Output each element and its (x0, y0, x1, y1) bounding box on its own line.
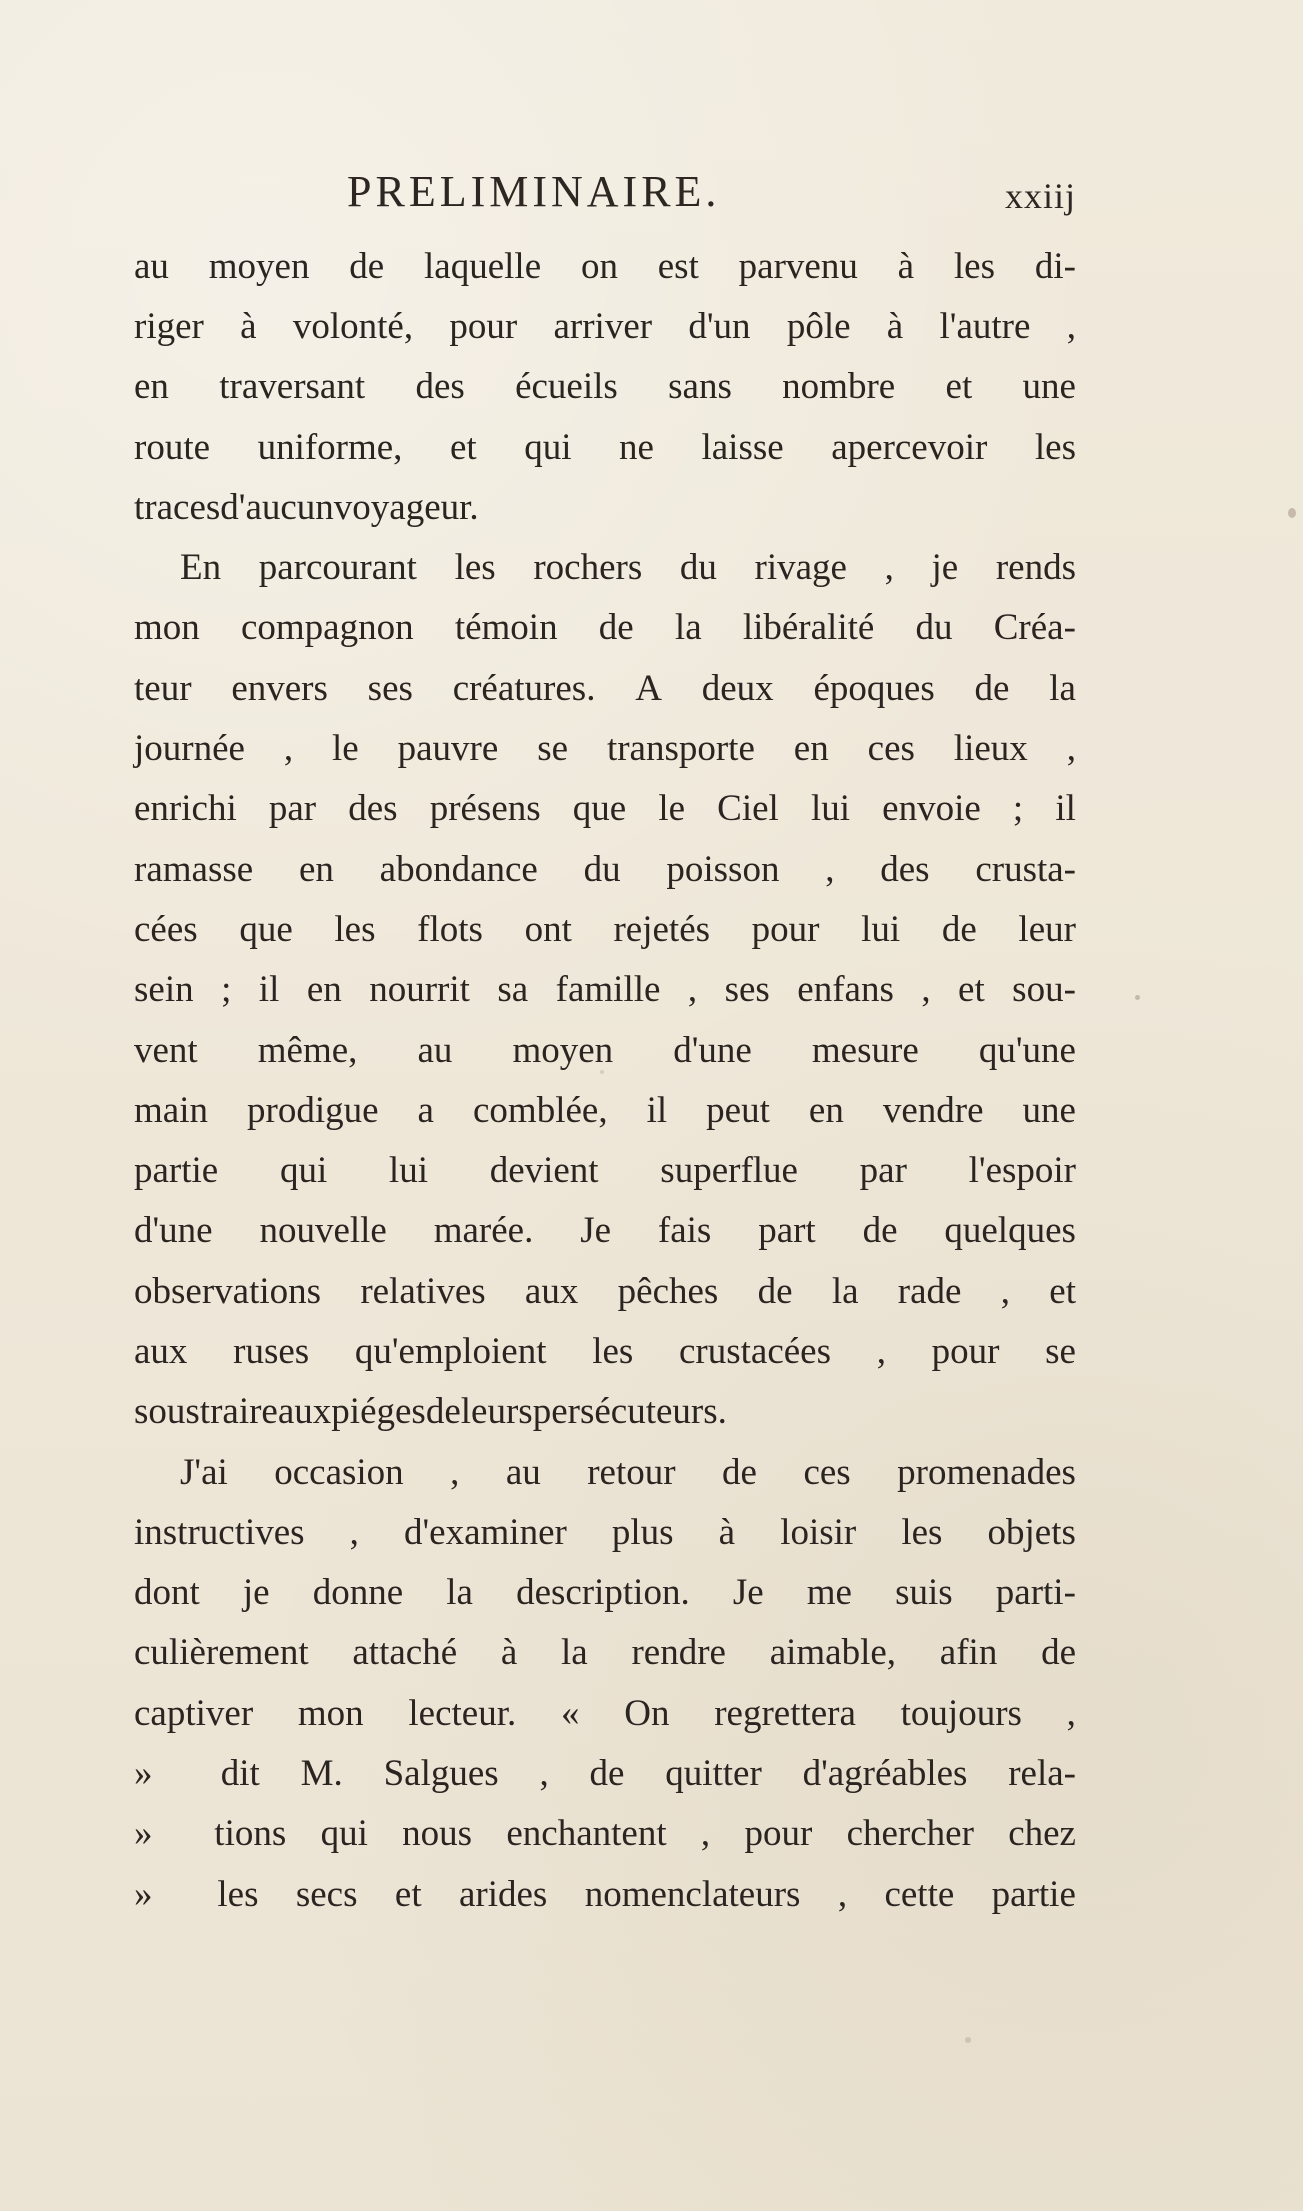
text-word: cées (134, 908, 198, 950)
text-word: d'une (134, 1210, 213, 1252)
text-word: en (134, 366, 169, 408)
text-word: est (657, 245, 699, 287)
text-word: peut (706, 1089, 770, 1131)
text-word: chez (1008, 1813, 1076, 1855)
text-line (134, 1743, 1076, 1803)
text-word: qu'une (978, 1029, 1076, 1071)
text-word: le (658, 788, 686, 830)
text-word: les (901, 1511, 943, 1553)
text-word: rochers (533, 547, 643, 589)
text-word: promenades (897, 1451, 1076, 1493)
text-word: parcourant (258, 547, 417, 589)
text-word: une (1022, 1089, 1076, 1131)
text-word: une (1022, 366, 1076, 408)
text-line (134, 1321, 1076, 1381)
text-word: , (884, 547, 894, 589)
text-word: de (941, 908, 977, 950)
text-word: l'autre (939, 305, 1031, 347)
text-word: , (1066, 305, 1076, 347)
text-word: de (425, 1391, 461, 1433)
text-line (134, 779, 1076, 839)
text-word: prodigue (247, 1089, 379, 1131)
text-line (134, 1080, 1076, 1140)
text-word: enfans (797, 969, 894, 1011)
text-word: et (449, 426, 477, 468)
text-word: objets (987, 1511, 1076, 1553)
text-word: qui (524, 426, 572, 468)
text-word: arides (458, 1873, 548, 1915)
text-word: d'un (688, 305, 751, 347)
text-word: du (915, 607, 953, 649)
text-line (134, 1382, 1076, 1442)
text-line (134, 1563, 1076, 1623)
text-word: flots (417, 908, 483, 950)
text-word: vent (134, 1029, 198, 1071)
text-word: la (674, 607, 702, 649)
text-word: nous (402, 1813, 473, 1855)
text-word: nombre (782, 366, 896, 408)
text-word: J'ai (180, 1451, 228, 1493)
text-word: de (722, 1451, 757, 1493)
text-word: M. (300, 1753, 343, 1795)
text-word: envoie (882, 788, 981, 830)
text-word: donne (312, 1572, 404, 1614)
text-line (134, 477, 1076, 537)
text-word: se (1045, 1330, 1076, 1372)
text-word: et (394, 1873, 422, 1915)
text-word: , (450, 1451, 460, 1493)
text-word: , (283, 728, 294, 770)
text-word: la (831, 1270, 859, 1312)
text-word: créatures. (452, 667, 596, 709)
text-word: enchantent (506, 1813, 667, 1855)
text-word: aimable, (769, 1632, 897, 1674)
text-word: pour (744, 1813, 813, 1855)
text-word: il (1055, 788, 1076, 830)
text-line (134, 1261, 1076, 1321)
text-line (134, 658, 1076, 718)
text-word: même, (257, 1029, 358, 1071)
text-word: quitter (665, 1753, 762, 1795)
text-word: comblée, (473, 1089, 608, 1131)
text-word: apercevoir (831, 426, 988, 468)
text-line (134, 1623, 1076, 1683)
text-word: aux (134, 1330, 188, 1372)
text-word: à (897, 245, 915, 287)
text-word: les (953, 245, 996, 287)
text-word: par (268, 788, 317, 830)
text-word: mon (134, 607, 200, 649)
text-word: teur (134, 667, 192, 709)
text-word: partie (991, 1873, 1076, 1915)
text-word: captiver (134, 1692, 254, 1734)
text-word: plus (611, 1511, 674, 1553)
text-word: volonté, (292, 305, 414, 347)
text-word: au (505, 1451, 541, 1493)
quotation-mark: » (134, 1753, 153, 1795)
text-word: nomenclateurs (584, 1873, 801, 1915)
text-word: lui (388, 1150, 428, 1192)
text-word: pôle (786, 305, 851, 347)
text-word: , (1066, 1692, 1076, 1734)
text-word: riger (134, 305, 204, 347)
text-word: main (134, 1089, 208, 1131)
text-word: retour (587, 1451, 676, 1493)
text-word: instructives (134, 1511, 305, 1553)
text-line (134, 1804, 1076, 1864)
text-word: en (808, 1089, 844, 1131)
text-word: partie (134, 1150, 219, 1192)
text-word: lecteur. (408, 1692, 517, 1734)
text-word: il (258, 969, 280, 1011)
text-word: parvenu (738, 245, 858, 287)
text-word: traces (134, 486, 221, 528)
text-word: que (239, 908, 293, 950)
text-word: des (880, 848, 930, 890)
text-word: au (417, 1029, 453, 1071)
page-number: xxiij (1004, 176, 1076, 216)
text-word: rade (897, 1270, 962, 1312)
quotation-mark: » (134, 1873, 153, 1915)
text-word: on (580, 245, 618, 287)
text-word: ses (724, 969, 770, 1011)
text-word: rejetés (613, 908, 711, 950)
text-word: chercher (846, 1813, 974, 1855)
text-word: culièrement (134, 1632, 309, 1674)
text-word: à (240, 305, 257, 347)
text-word: en (306, 969, 342, 1011)
text-word: je (931, 547, 959, 589)
text-word: me (806, 1572, 852, 1614)
text-word: , (837, 1873, 848, 1915)
text-line (134, 899, 1076, 959)
text-word: observations (134, 1270, 322, 1312)
text-word: époques (813, 667, 935, 709)
text-word: ces (867, 728, 915, 770)
text-word: compagnon (240, 607, 414, 649)
text-word: enrichi (134, 788, 237, 830)
text-word: qui (320, 1813, 368, 1855)
text-word: leurs (460, 1391, 533, 1433)
text-word: leur (1018, 908, 1076, 950)
text-word: Créa- (993, 607, 1076, 649)
text-word: se (537, 728, 569, 770)
text-word: les (454, 547, 496, 589)
text-word: Ciel (717, 788, 779, 830)
text-word: ses (367, 667, 413, 709)
text-word: envers (231, 667, 328, 709)
text-word: et (945, 366, 973, 408)
text-word: dit (220, 1753, 260, 1795)
text-word: de (862, 1210, 898, 1252)
text-word: à (886, 305, 904, 347)
text-word: devient (489, 1150, 599, 1192)
text-word: au (134, 245, 169, 287)
text-line (134, 236, 1076, 296)
text-line (134, 598, 1076, 658)
text-word: pour (449, 305, 518, 347)
paper-spot (1135, 995, 1140, 1000)
text-word: ramasse (134, 848, 254, 890)
text-word: témoin (454, 607, 558, 649)
text-word: relatives (360, 1270, 486, 1312)
text-line (134, 1502, 1076, 1562)
text-word: , (687, 969, 698, 1011)
text-word: l'espoir (968, 1150, 1076, 1192)
text-word: part (758, 1210, 816, 1252)
text-word: à (718, 1511, 736, 1553)
text-word: et (958, 969, 985, 1011)
text-line (134, 1442, 1076, 1502)
text-line (134, 296, 1076, 356)
text-word: crusta- (975, 848, 1076, 890)
text-word: poisson (666, 848, 780, 890)
text-word: il (646, 1089, 668, 1131)
text-line (134, 839, 1076, 899)
text-word: les (334, 908, 376, 950)
text-word: , (1000, 1270, 1010, 1312)
text-word: ; (221, 969, 232, 1011)
text-word: sans (668, 366, 732, 408)
text-word: laquelle (424, 245, 542, 287)
text-word: cette (884, 1873, 955, 1915)
quotation-mark: » (134, 1813, 153, 1855)
text-line (134, 718, 1076, 778)
text-word: ces (803, 1451, 851, 1493)
text-word: les (592, 1330, 634, 1372)
text-word: uniforme, (257, 426, 403, 468)
text-word: pêches (617, 1270, 719, 1312)
text-word: de (349, 245, 385, 287)
text-word: parti- (995, 1572, 1076, 1614)
text-word: sein (134, 969, 194, 1011)
text-word: toujours (900, 1692, 1022, 1734)
text-word: le (332, 728, 359, 770)
text-word: A (635, 667, 662, 709)
text-word: qui (279, 1150, 328, 1192)
text-word: libéralité (742, 607, 875, 649)
text-word: ; (1012, 788, 1024, 830)
text-word: attaché (352, 1632, 458, 1674)
text-word: lui (861, 908, 901, 950)
text-word: d'examiner (404, 1511, 567, 1553)
text-word: traversant (219, 366, 366, 408)
text-word: je (242, 1572, 270, 1614)
text-word: du (679, 547, 717, 589)
text-word: par (859, 1150, 907, 1192)
text-word: marée. (433, 1210, 534, 1252)
text-line (134, 357, 1076, 417)
text-word: moyen (208, 245, 310, 287)
text-word: regrettera (714, 1692, 856, 1734)
text-word: de (757, 1270, 793, 1312)
text-word: la (1049, 667, 1076, 709)
text-word: piéges (331, 1391, 426, 1433)
text-word: du (583, 848, 621, 890)
text-line (134, 417, 1076, 477)
paper-spot (965, 2037, 971, 2043)
text-word: et (1049, 1270, 1076, 1312)
text-word: ont (524, 908, 572, 950)
text-word: moyen (512, 1029, 614, 1071)
text-word: route (134, 426, 211, 468)
text-word: que (572, 788, 627, 830)
text-word: des (348, 788, 398, 830)
text-word: lui (810, 788, 851, 830)
text-word: sou- (1012, 969, 1076, 1011)
text-line (134, 960, 1076, 1020)
text-word: afin (939, 1632, 998, 1674)
text-word: « (561, 1692, 580, 1734)
text-word: présens (429, 788, 541, 830)
text-word: crustacées (678, 1330, 831, 1372)
text-word: , (1066, 728, 1076, 770)
text-word: d'agréables (802, 1753, 968, 1795)
text-word: Je (580, 1210, 612, 1252)
text-word: secs (295, 1873, 358, 1915)
text-line (134, 1140, 1076, 1200)
text-word: pour (751, 908, 820, 950)
text-word: suis (895, 1572, 953, 1614)
text-word: Je (732, 1572, 764, 1614)
text-word: abondance (379, 848, 538, 890)
text-word: nourrit (369, 969, 470, 1011)
text-word: aux (277, 1391, 332, 1433)
text-word: laisse (701, 426, 784, 468)
text-word: aux (524, 1270, 579, 1312)
text-word: mesure (811, 1029, 919, 1071)
text-word: a (417, 1089, 434, 1131)
text-word: , (700, 1813, 711, 1855)
text-word: arriver (553, 305, 653, 347)
text-word: transporte (606, 728, 755, 770)
text-word: nouvelle (259, 1210, 387, 1252)
running-title: PRELIMINAIRE. (347, 167, 721, 216)
running-head (134, 154, 1090, 224)
text-word: ruses (233, 1330, 310, 1372)
paper-spot (1288, 508, 1296, 518)
text-word: persécuteurs. (532, 1391, 727, 1433)
text-word: occasion (274, 1451, 404, 1493)
text-line (134, 1864, 1076, 1924)
text-word: en (298, 848, 334, 890)
text-word: voyageur. (333, 486, 479, 528)
text-word: tions (214, 1813, 287, 1855)
text-word: les (1034, 426, 1076, 468)
text-word: On (624, 1692, 670, 1734)
text-word: en (793, 728, 829, 770)
text-word: pauvre (397, 728, 499, 770)
text-word: quelques (944, 1210, 1076, 1252)
text-word: Salgues (383, 1753, 499, 1795)
text-word: , (921, 969, 931, 1011)
text-word: loisir (780, 1511, 857, 1553)
text-word: d'une (673, 1029, 752, 1071)
text-word: , (876, 1330, 886, 1372)
text-word: journée (134, 728, 245, 770)
text-word: , (539, 1753, 549, 1795)
text-word: dont (134, 1572, 200, 1614)
text-word: rendre (631, 1632, 726, 1674)
text-word: , (349, 1511, 359, 1553)
text-word: description. (516, 1572, 690, 1614)
text-word: rela- (1008, 1753, 1076, 1795)
text-word: rivage (754, 547, 847, 589)
text-word: la (446, 1572, 473, 1614)
text-word: mon (297, 1692, 364, 1734)
text-word: lieux (953, 728, 1028, 770)
text-word: à (500, 1632, 518, 1674)
text-word: sa (497, 969, 529, 1011)
text-line (134, 1020, 1076, 1080)
text-word: superflue (660, 1150, 798, 1192)
text-word: ne (619, 426, 654, 468)
text-word: des (415, 366, 465, 408)
text-word: soustraire (134, 1391, 278, 1433)
text-line (134, 1683, 1076, 1743)
text-word: famille (555, 969, 661, 1011)
text-word: de (1041, 1632, 1076, 1674)
text-word: vendre (882, 1089, 984, 1131)
text-word: deux (701, 667, 774, 709)
body-text (134, 236, 1076, 1924)
text-line (134, 1201, 1076, 1261)
text-word: écueils (515, 366, 618, 408)
text-word: la (561, 1632, 588, 1674)
text-word: de (589, 1753, 625, 1795)
text-word: qu'emploient (354, 1330, 547, 1372)
text-word: d'aucun (220, 486, 334, 528)
text-word: de (598, 607, 634, 649)
text-word: di- (1034, 245, 1076, 287)
text-word: rends (995, 547, 1076, 589)
text-word: pour (931, 1330, 1000, 1372)
text-word: de (974, 667, 1010, 709)
text-word: les (217, 1873, 259, 1915)
text-word: fais (657, 1210, 712, 1252)
text-word: En (180, 547, 222, 589)
text-word: , (825, 848, 835, 890)
text-line (134, 537, 1076, 597)
